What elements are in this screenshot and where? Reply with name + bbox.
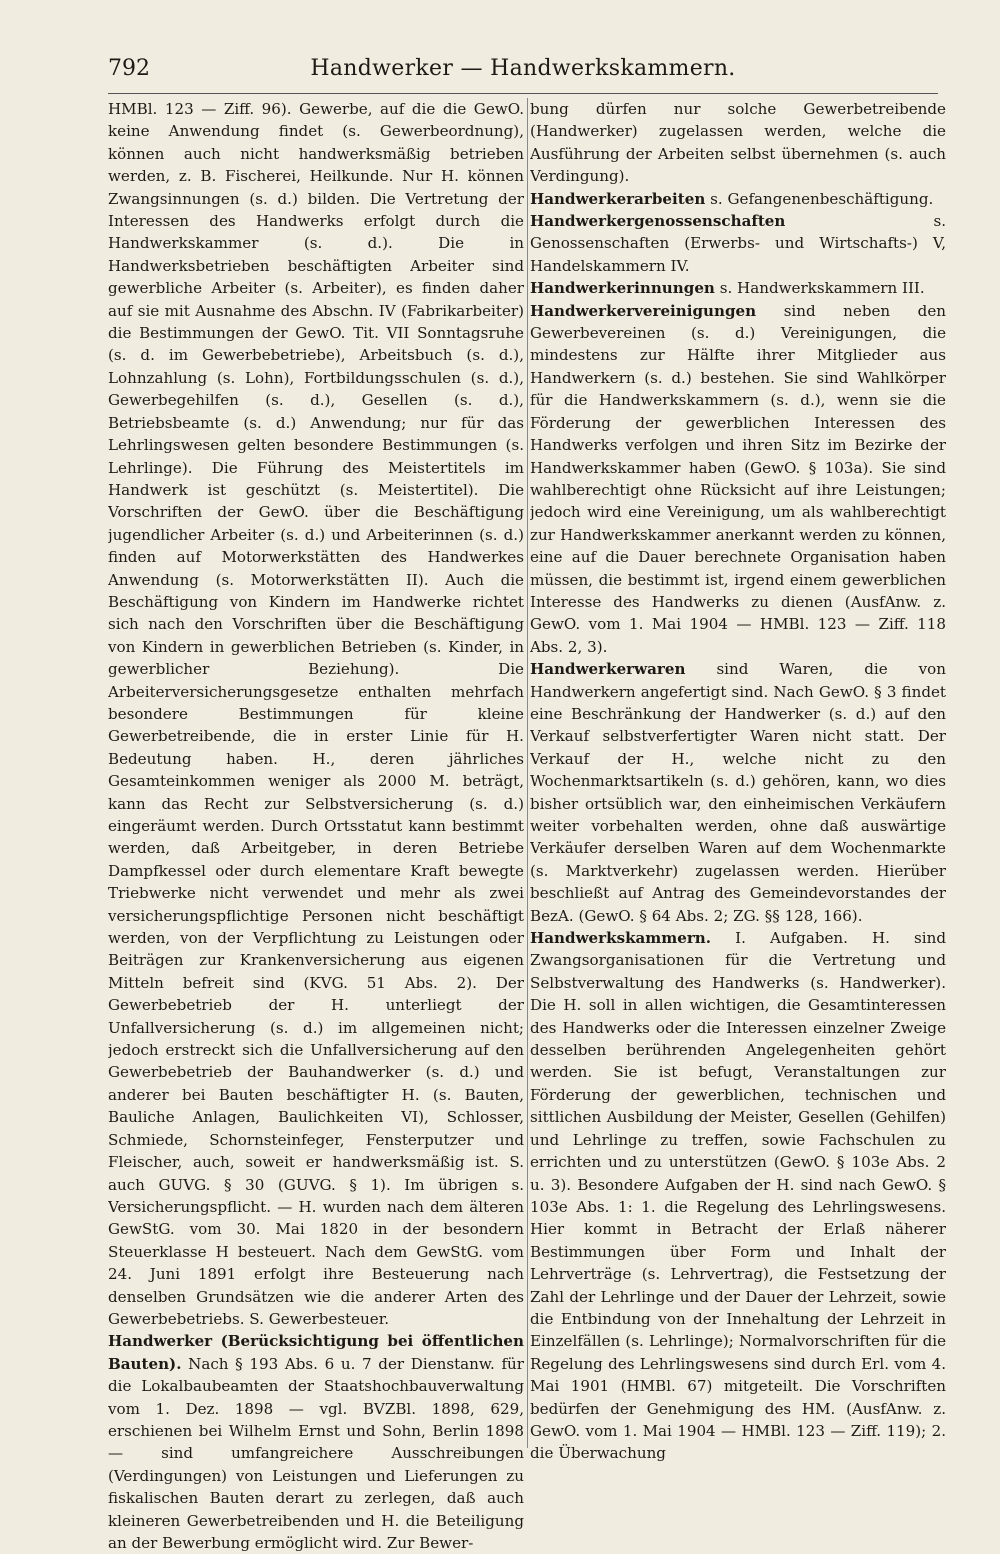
entry-headword: Handwerkergenossenschaften bbox=[530, 212, 786, 231]
column-divider bbox=[527, 98, 528, 1448]
entry-handwerkergenossenschaften bbox=[530, 210, 946, 277]
entry-headword: Handwerkerwaren bbox=[530, 660, 686, 679]
entry-body: s. Gefangenenbeschäftigung. bbox=[710, 189, 934, 208]
entry-handwerkervereinigungen bbox=[530, 300, 946, 659]
entry-body: I. Aufgaben. H. sind Zwangsorganisationen für die Vertretung und Selbstverwaltung des Handwerks (s. Handwerker). Die H. soll in allen wichtigen, die Gesamtinteressen des Handwerks oder die Interessen einzelner Zweige desselben berührenden Angelegenheiten gehört werden. Sie ist befugt, Veranstaltungen zur Förderung der gewerblichen, technischen und sittlichen Ausbildung der Meister, Gesellen (Gehilfen) und Lehrlinge zu treffen, sowie Fachschulen zu errichten und zu unterstützen (GewO. § 103e Abs. 2 u. 3). Besondere Aufgaben der H. sind nach GewO. § 103e Abs. 1: 1. die Regelung des Lehrlingswesens. Hier kommt in Betracht der Erlaß näherer Bestimmungen über Form und Inhalt der Lehrverträge (s. Lehrvertrag), die Festsetzung der Zahl der Lehrlinge und der Dauer der Lehrzeit, sowie die Entbindung von der Innehaltung der Lehrzeit in Einzelfällen (s. Lehrlinge); Normalvorschriften für die Regelung des Lehrlingswesens sind durch Erl. vom 4. Mai 1901 (HMBl. 67) mitgeteilt. Die Vorschriften bedürfen der Genehmigung des HM. (AusfAnw. z. GewO. vom 1. Mai 1904 — HMBl. 123 — Ziff. 119); 2. die Überwachung bbox=[530, 929, 946, 1463]
right-column bbox=[530, 98, 946, 1465]
entry-body: s. Genossenschaften (Erwerbs- und Wirtschafts-) V, Handelskammern IV. bbox=[530, 212, 946, 275]
running-title: Handwerker — Handwerkskammern. bbox=[310, 56, 736, 81]
entry-handwerkerinnungen bbox=[530, 277, 946, 299]
entry-headword: Handwerkskammern. bbox=[530, 929, 712, 948]
left-column bbox=[108, 98, 524, 1554]
entry-handwerker-bauten bbox=[108, 1330, 524, 1554]
entry-headword: Handwerkerarbeiten bbox=[530, 189, 706, 208]
entry-headword: Handwerkervereinigungen bbox=[530, 301, 757, 320]
page-number: 792 bbox=[108, 56, 150, 81]
entry-handwerkerarbeiten bbox=[530, 188, 946, 210]
entry-headword: Handwerkerinnungen bbox=[530, 279, 715, 298]
entry-handwerkerwaren bbox=[530, 658, 946, 927]
entry-body: sind neben den Gewerbevereinen (s. d.) Vereinigungen, die mindestens zur Hälfte ihrer Mitglieder aus Handwerkern (s. d.) bestehen. Sie sind Wahlkörper für die Handwerkskammern (s. d.), wenn sie die Förderung der gewerblichen Interessen des Handwerks verfolgen und ihren Sitz im Bezirke der Handwerkskammer haben (GewO. § 103a). Sie sind wahlberechtigt ohne Rücksicht auf ihre Leistungen; jedoch wird eine Vereinigung, um als wahlberechtigt zur Handwerkskammer anerkannt werden zu können, eine auf die Dauer berechnete Organisation haben müssen, die bestimmt ist, irgend einem gewerblichen Interesse des Handwerks zu dienen (AusfAnw. z. GewO. vom 1. Mai 1904 — HMBl. 123 — Ziff. 118 Abs. 2, 3). bbox=[530, 301, 946, 656]
entry-body: sind Waren, die von Handwerkern angefertigt sind. Nach GewO. § 3 findet eine Beschränkung der Handwerker (s. d.) auf den Verkauf selbstverfertigter Waren nicht statt. Der Verkauf der H., welche nicht zu den Wochenmarktsartikeln (s. d.) gehören, kann, wo dies bisher ortsüblich war, den einheimischen Verkäufern weiter vorbehalten werden, ohne daß auswärtige Verkäufer derselben Waren auf dem Wochenmarkte (s. Marktverkehr) zugelassen werden. Hierüber beschließt auf Antrag des Gemeindevorstandes der BezA. (GewO. § 64 Abs. 2; ZG. §§ 128, 166). bbox=[530, 660, 946, 925]
header-rule bbox=[108, 93, 938, 94]
entry-continuation: bung dürfen nur solche Gewerbetreibende (Handwerker) zugelassen werden, welche die Ausführung der Arbeiten selbst übernehmen (s. auch Verdingung). bbox=[530, 100, 946, 186]
entry-headword: Handwerker (Berücksichtigung bei öffentlichen Bauten). bbox=[108, 1332, 524, 1373]
page-header bbox=[108, 52, 938, 92]
entry-body: Nach § 193 Abs. 6 u. 7 der Dienstanw. für die Lokalbaubeamten der Staatshochbauverwaltung vom 1. Dez. 1898 — vgl. BVZBl. 1898, 629, erschienen bei Wilhelm Ernst und Sohn, Berlin 1898 — sind umfangreichere Ausschreibungen (Verdingungen) von Leistungen und Lieferungen zu fiskalischen Bauten derart zu zerlegen, daß auch kleineren Gewerbetreibenden und H. die Beteiligung an der Bewerbung ermöglicht wird. Zur Bewer- bbox=[108, 1354, 524, 1552]
entry-body: s. Handwerkskammern III. bbox=[719, 279, 925, 298]
entry-handwerkskammern bbox=[530, 927, 946, 1465]
entry-continuation: HMBl. 123 — Ziff. 96). Gewerbe, auf die die GewO. keine Anwendung findet (s. Gewerbeordnung), können auch nicht handwerksmäßig betrieben werden, z. B. Fischerei, Heilkunde. Nur H. können Zwangsinnungen (s. d.) bilden. Die Vertretung der Interessen des Handwerks erfolgt durch die Handwerkskammer (s. d.). Die in Handwerksbetrieben beschäftigten Arbeiter sind gewerbliche Arbeiter (s. Arbeiter), es finden daher auf sie mit Ausnahme des Abschn. IV (Fabrikarbeiter) die Bestimmungen der GewO. Tit. VII Sonntagsruhe (s. d. im Gewerbebetriebe), Arbeitsbuch (s. d.), Lohnzahlung (s. Lohn), Fortbildungsschulen (s. d.), Gewerbegehilfen (s. d.), Gesellen (s. d.), Betriebsbeamte (s. d.) Anwendung; nur für das Lehrlingswesen gelten besondere Bestimmungen (s. Lehrlinge). Die Führung des Meistertitels im Handwerk ist geschützt (s. Meistertitel). Die Vorschriften der GewO. über die Beschäftigung jugendlicher Arbeiter (s. d.) und Arbeiterinnen (s. d.) finden auf Motorwerkstätten des Handwerkes Anwendung (s. Motorwerkstätten II). Auch die Beschäftigung von Kindern im Handwerke richtet sich nach den Vorschriften über die Beschäftigung von Kindern in gewerblichen Betrieben (s. Kinder, in gewerblicher Beziehung). Die Arbeiterversicherungsgesetze enthalten mehrfach besondere Bestimmungen für kleine Gewerbetreibende, die in erster Linie für H. Bedeutung haben. H., deren jährliches Gesamteinkommen weniger als 2000 M. beträgt, kann das Recht zur Selbstversicherung (s. d.) eingeräumt werden. Durch Ortsstatut kann bestimmt werden, daß Arbeitgeber, in deren Betriebe Dampfkessel oder durch elementare Kraft bewegte Triebwerke nicht verwendet und mehr als zwei versicherungspflichtige Personen nicht beschäftigt werden, von der Verpflichtung zu Leistungen oder Beiträgen zur Krankenversicherung aus eigenen Mitteln befreit sind (KVG. 51 Abs. 2). Der Gewerbebetrieb der H. unterliegt der Unfallversicherung (s. d.) im allgemeinen nicht; jedoch erstreckt sich die Unfallversicherung auf den Gewerbebetrieb der Bauhandwerker (s. d.) und anderer bei Bauten beschäftigter H. (s. Bauten, Bauliche Anlagen, Baulichkeiten VI), Schlosser, Schmiede, Schornsteinfeger, Fensterputzer und Fleischer, auch, soweit er handwerksmäßig ist. S. auch GUVG. § 30 (GUVG. § 1). Im übrigen s. Versicherungspflicht. — H. wurden nach dem älteren GewStG. vom 30. Mai 1820 in der besondern Steuerklasse H besteuert. Nach dem GewStG. vom 24. Juni 1891 erfolgt ihre Besteuerung nach denselben Grundsätzen wie die anderer Arten des Gewerbebetriebs. S. Gewerbesteuer. bbox=[108, 100, 524, 1328]
